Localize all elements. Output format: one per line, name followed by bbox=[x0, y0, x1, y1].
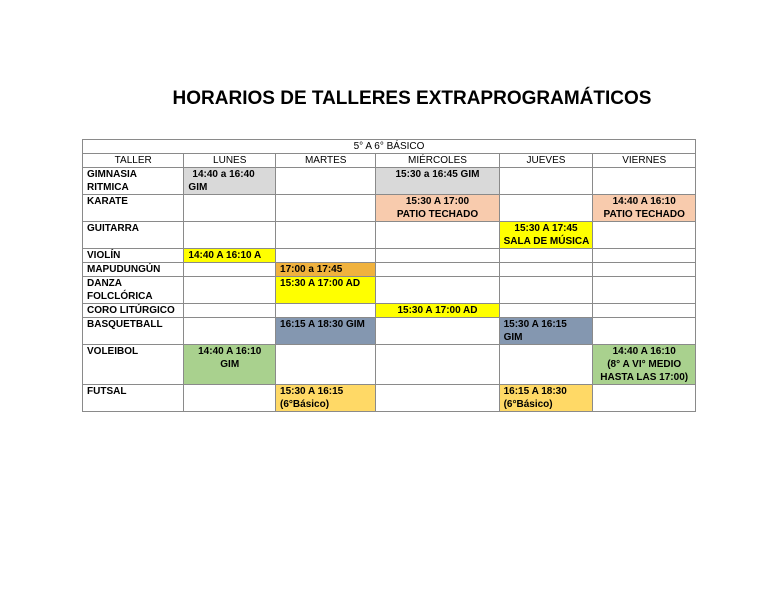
empty-cell bbox=[276, 168, 376, 195]
schedule-line: 15:30 A 16:15 bbox=[503, 319, 567, 330]
schedule-cell bbox=[276, 385, 376, 412]
schedule-cell bbox=[184, 345, 276, 385]
empty-cell bbox=[376, 318, 499, 345]
schedule-cell: 15:30 A 17:00 AD bbox=[276, 277, 376, 304]
table-row bbox=[83, 318, 696, 345]
empty-cell bbox=[593, 385, 696, 412]
empty-cell bbox=[593, 249, 696, 263]
schedule-line: 14:40 A 16:10 bbox=[198, 346, 262, 357]
empty-cell bbox=[184, 318, 276, 345]
schedule-line: 15:30 A 17:00 bbox=[405, 196, 470, 207]
empty-cell bbox=[593, 318, 696, 345]
schedule-line: 16:15 A 18:30 bbox=[503, 386, 567, 397]
empty-cell bbox=[499, 277, 593, 304]
schedule-line: 14:40 A 16:10 bbox=[612, 346, 676, 357]
table-row bbox=[83, 263, 696, 277]
schedule-cell: 17:00 a 17:45 bbox=[276, 263, 376, 277]
taller-cell: CORO LITÚRGICO bbox=[83, 304, 184, 318]
schedule-line: 14:40 a 16:40 bbox=[192, 169, 255, 180]
taller-cell: FUTSAL bbox=[83, 385, 184, 412]
schedule-line: 15:30 A 16:15 bbox=[280, 386, 344, 397]
empty-cell bbox=[593, 277, 696, 304]
empty-cell bbox=[376, 249, 499, 263]
header-lunes: LUNES bbox=[184, 154, 276, 168]
taller-cell: VOLEIBOL bbox=[83, 345, 184, 385]
schedule-cell bbox=[593, 195, 696, 222]
empty-cell bbox=[376, 222, 499, 249]
taller-cell: MAPUDUNGÚN bbox=[83, 263, 184, 277]
schedule-cell: 15:30 a 16:45 GIM bbox=[376, 168, 499, 195]
empty-cell bbox=[499, 345, 593, 385]
schedule-line: HASTA LAS 17:00) bbox=[600, 372, 689, 383]
empty-cell bbox=[184, 222, 276, 249]
schedule-line: GIM bbox=[503, 332, 523, 343]
taller-name-line: FOLCLÓRICA bbox=[87, 291, 153, 302]
taller-cell: BASQUETBALL bbox=[83, 318, 184, 345]
header-row bbox=[83, 154, 696, 168]
table-row bbox=[83, 168, 696, 195]
empty-cell bbox=[184, 195, 276, 222]
empty-cell bbox=[499, 304, 593, 318]
page-title: HORARIOS DE TALLERES EXTRAPROGRAMÁTICOS bbox=[172, 88, 652, 109]
taller-name-line: GIMNASIA bbox=[87, 169, 137, 180]
schedule-cell bbox=[499, 222, 593, 249]
taller-name-line: RITMICA bbox=[87, 182, 129, 193]
table-row bbox=[83, 195, 696, 222]
caption-row bbox=[83, 140, 696, 154]
schedule-line: 15:30 A 17:45 bbox=[514, 223, 578, 234]
table-row bbox=[83, 304, 696, 318]
taller-cell bbox=[83, 277, 184, 304]
taller-cell: GUITARRA bbox=[83, 222, 184, 249]
empty-cell bbox=[276, 304, 376, 318]
header-taller: TALLER bbox=[83, 154, 184, 168]
schedule-cell bbox=[376, 195, 499, 222]
empty-cell bbox=[593, 263, 696, 277]
empty-cell bbox=[376, 345, 499, 385]
empty-cell bbox=[276, 222, 376, 249]
header-miercoles: MIÉRCOLES bbox=[376, 154, 499, 168]
empty-cell bbox=[184, 263, 276, 277]
schedule-cell bbox=[499, 385, 593, 412]
empty-cell bbox=[184, 277, 276, 304]
table-row bbox=[83, 222, 696, 249]
header-viernes: VIERNES bbox=[593, 154, 696, 168]
schedule-cell bbox=[593, 345, 696, 385]
table-row bbox=[83, 345, 696, 385]
empty-cell bbox=[276, 249, 376, 263]
empty-cell bbox=[276, 345, 376, 385]
schedule-cell: 16:15 A 18:30 GIM bbox=[276, 318, 376, 345]
empty-cell bbox=[184, 304, 276, 318]
table-row bbox=[83, 277, 696, 304]
empty-cell bbox=[376, 277, 499, 304]
empty-cell bbox=[184, 385, 276, 412]
header-martes: MARTES bbox=[276, 154, 376, 168]
schedule-line: SALA DE MÚSICA bbox=[503, 236, 590, 247]
empty-cell bbox=[376, 385, 499, 412]
empty-cell bbox=[499, 168, 593, 195]
empty-cell bbox=[593, 304, 696, 318]
schedule-line: 14:40 A 16:10 bbox=[612, 196, 676, 207]
schedule-cell: 14:40 A 16:10 A bbox=[184, 249, 276, 263]
schedule-line: PATIO TECHADO bbox=[603, 209, 685, 220]
schedule-cell bbox=[499, 318, 593, 345]
empty-cell bbox=[499, 249, 593, 263]
taller-cell bbox=[83, 168, 184, 195]
schedule-line: GIM bbox=[220, 359, 240, 370]
schedule-cell: 15:30 A 17:00 AD bbox=[376, 304, 499, 318]
schedule-table bbox=[82, 139, 696, 412]
taller-name-line: DANZA bbox=[87, 278, 122, 289]
schedule-line: (6°Básico) bbox=[280, 399, 330, 410]
schedule-cell bbox=[184, 168, 276, 195]
empty-cell bbox=[376, 263, 499, 277]
empty-cell bbox=[276, 195, 376, 222]
empty-cell bbox=[499, 195, 593, 222]
empty-cell bbox=[593, 168, 696, 195]
schedule-line: (8° A VI° MEDIO bbox=[607, 359, 682, 370]
schedule-line: PATIO TECHADO bbox=[396, 209, 479, 220]
empty-cell bbox=[593, 222, 696, 249]
taller-cell: KARATE bbox=[83, 195, 184, 222]
schedule-line: (6°Básico) bbox=[503, 399, 553, 410]
table-caption: 5° A 6° BÁSICO bbox=[83, 140, 696, 154]
empty-cell bbox=[499, 263, 593, 277]
header-jueves: JUEVES bbox=[499, 154, 593, 168]
taller-cell: VIOLÍN bbox=[83, 249, 184, 263]
table-row bbox=[83, 249, 696, 263]
table-row bbox=[83, 385, 696, 412]
schedule-line: GIM bbox=[188, 182, 208, 193]
